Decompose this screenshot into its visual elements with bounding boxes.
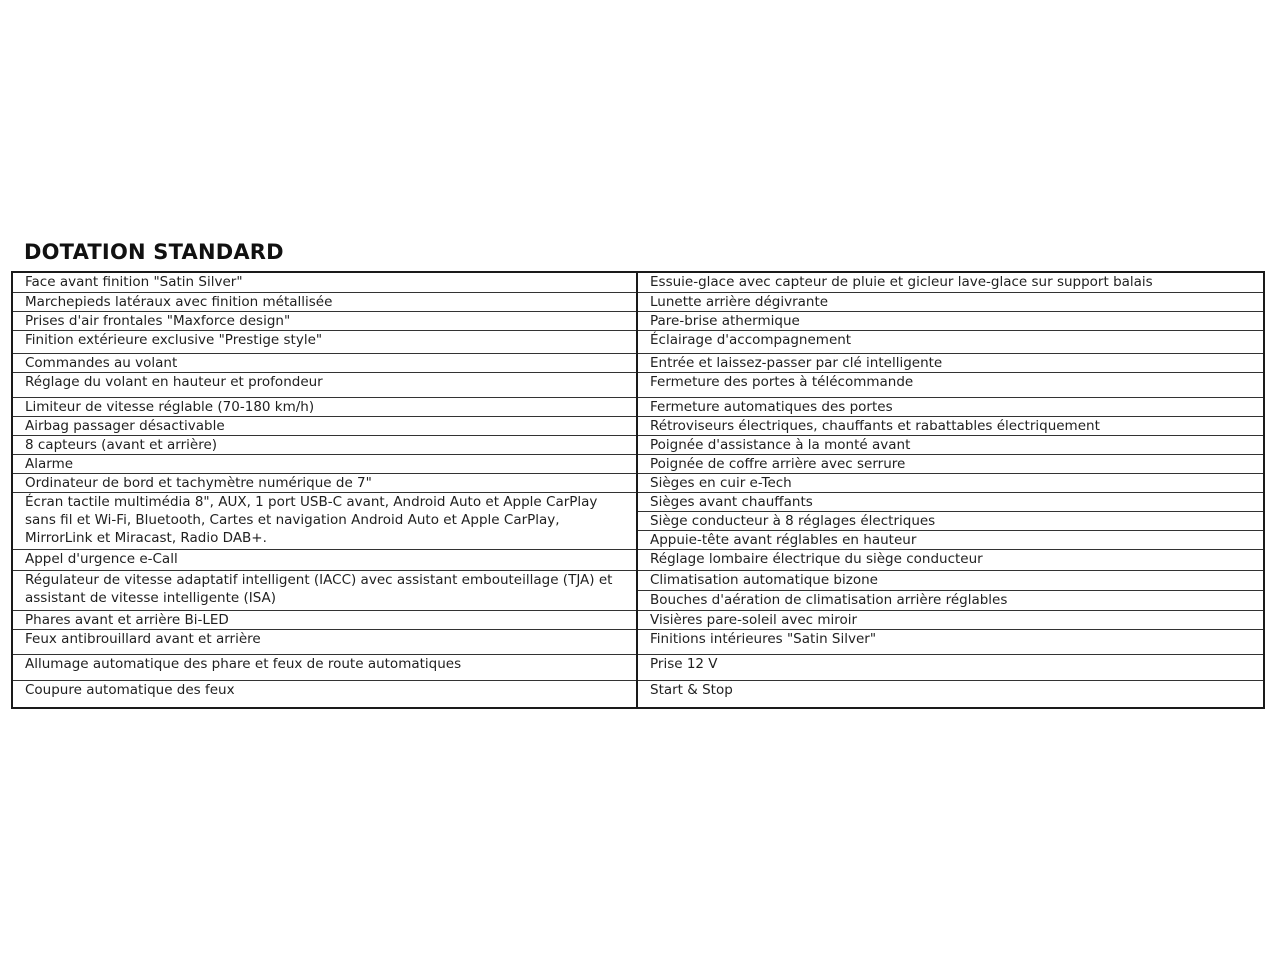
right-cell: Lunette arrière dégivrante xyxy=(637,292,1264,311)
table-row xyxy=(12,353,1264,372)
table-row xyxy=(12,292,1264,311)
table-row xyxy=(12,272,1264,292)
left-cell: Airbag passager désactivable xyxy=(12,416,637,435)
table-row xyxy=(12,330,1264,353)
right-cell: Rétroviseurs électriques, chauffants et rabattables électriquement xyxy=(637,416,1264,435)
right-cell: Entrée et laissez-passer par clé intelligente xyxy=(637,353,1264,372)
right-cell: Bouches d'aération de climatisation arrière réglables xyxy=(637,590,1264,610)
left-cell: Allumage automatique des phare et feux de route automatiques xyxy=(12,654,637,680)
left-cell: Finition extérieure exclusive "Prestige style" xyxy=(12,330,637,353)
table-row xyxy=(12,654,1264,680)
left-cell: Réglage du volant en hauteur et profondeur xyxy=(12,372,637,397)
table-row xyxy=(12,454,1264,473)
left-cell: Prises d'air frontales "Maxforce design" xyxy=(12,311,637,330)
right-cell: Fermeture automatiques des portes xyxy=(637,397,1264,416)
right-cell: Fermeture des portes à télécommande xyxy=(637,372,1264,397)
table-row xyxy=(12,435,1264,454)
table-row xyxy=(12,492,1264,511)
left-cell: Feux antibrouillard avant et arrière xyxy=(12,629,637,654)
table-row xyxy=(12,610,1264,629)
right-cell: Sièges en cuir e-Tech xyxy=(637,473,1264,492)
left-cell: Régulateur de vitesse adaptatif intelligent (IACC) avec assistant embouteillage (TJA) et assistant de vitesse intelligente (ISA) xyxy=(12,570,637,610)
left-cell: Appel d'urgence e-Call xyxy=(12,549,637,570)
right-cell: Climatisation automatique bizone xyxy=(637,570,1264,590)
left-cell: Écran tactile multimédia 8", AUX, 1 port USB-C avant, Android Auto et Apple CarPlay sans fil et Wi-Fi, Bluetooth, Cartes et navigation Android Auto et Apple CarPlay, MirrorLink et Miracast, Radio DAB+. xyxy=(12,492,637,549)
table-row xyxy=(12,629,1264,654)
left-cell: Limiteur de vitesse réglable (70-180 km/h) xyxy=(12,397,637,416)
table-row xyxy=(12,570,1264,590)
left-cell: Marchepieds latéraux avec finition métallisée xyxy=(12,292,637,311)
equipment-table xyxy=(11,271,1265,709)
right-cell: Siège conducteur à 8 réglages électriques xyxy=(637,511,1264,530)
table-row xyxy=(12,549,1264,570)
right-cell: Poignée de coffre arrière avec serrure xyxy=(637,454,1264,473)
right-cell: Réglage lombaire électrique du siège conducteur xyxy=(637,549,1264,570)
left-cell: Coupure automatique des feux xyxy=(12,680,637,708)
right-cell: Poignée d'assistance à la monté avant xyxy=(637,435,1264,454)
right-cell: Pare-brise athermique xyxy=(637,311,1264,330)
right-cell: Éclairage d'accompagnement xyxy=(637,330,1264,353)
table-row xyxy=(12,372,1264,397)
right-cell: Essuie-glace avec capteur de pluie et gicleur lave-glace sur support balais xyxy=(637,272,1264,292)
right-cell: Sièges avant chauffants xyxy=(637,492,1264,511)
right-cell: Finitions intérieures "Satin Silver" xyxy=(637,629,1264,654)
right-cell: Appuie-tête avant réglables en hauteur xyxy=(637,530,1264,549)
left-cell: 8 capteurs (avant et arrière) xyxy=(12,435,637,454)
table-row xyxy=(12,397,1264,416)
table-row xyxy=(12,473,1264,492)
left-cell: Commandes au volant xyxy=(12,353,637,372)
table-row xyxy=(12,416,1264,435)
left-cell: Face avant finition "Satin Silver" xyxy=(12,272,637,292)
right-cell: Prise 12 V xyxy=(637,654,1264,680)
table-row xyxy=(12,680,1264,708)
left-cell: Phares avant et arrière Bi-LED xyxy=(12,610,637,629)
right-cell: Start & Stop xyxy=(637,680,1264,708)
left-cell: Ordinateur de bord et tachymètre numérique de 7" xyxy=(12,473,637,492)
table-row xyxy=(12,311,1264,330)
right-cell: Visières pare-soleil avec miroir xyxy=(637,610,1264,629)
page-title: DOTATION STANDARD xyxy=(24,240,284,264)
left-cell: Alarme xyxy=(12,454,637,473)
